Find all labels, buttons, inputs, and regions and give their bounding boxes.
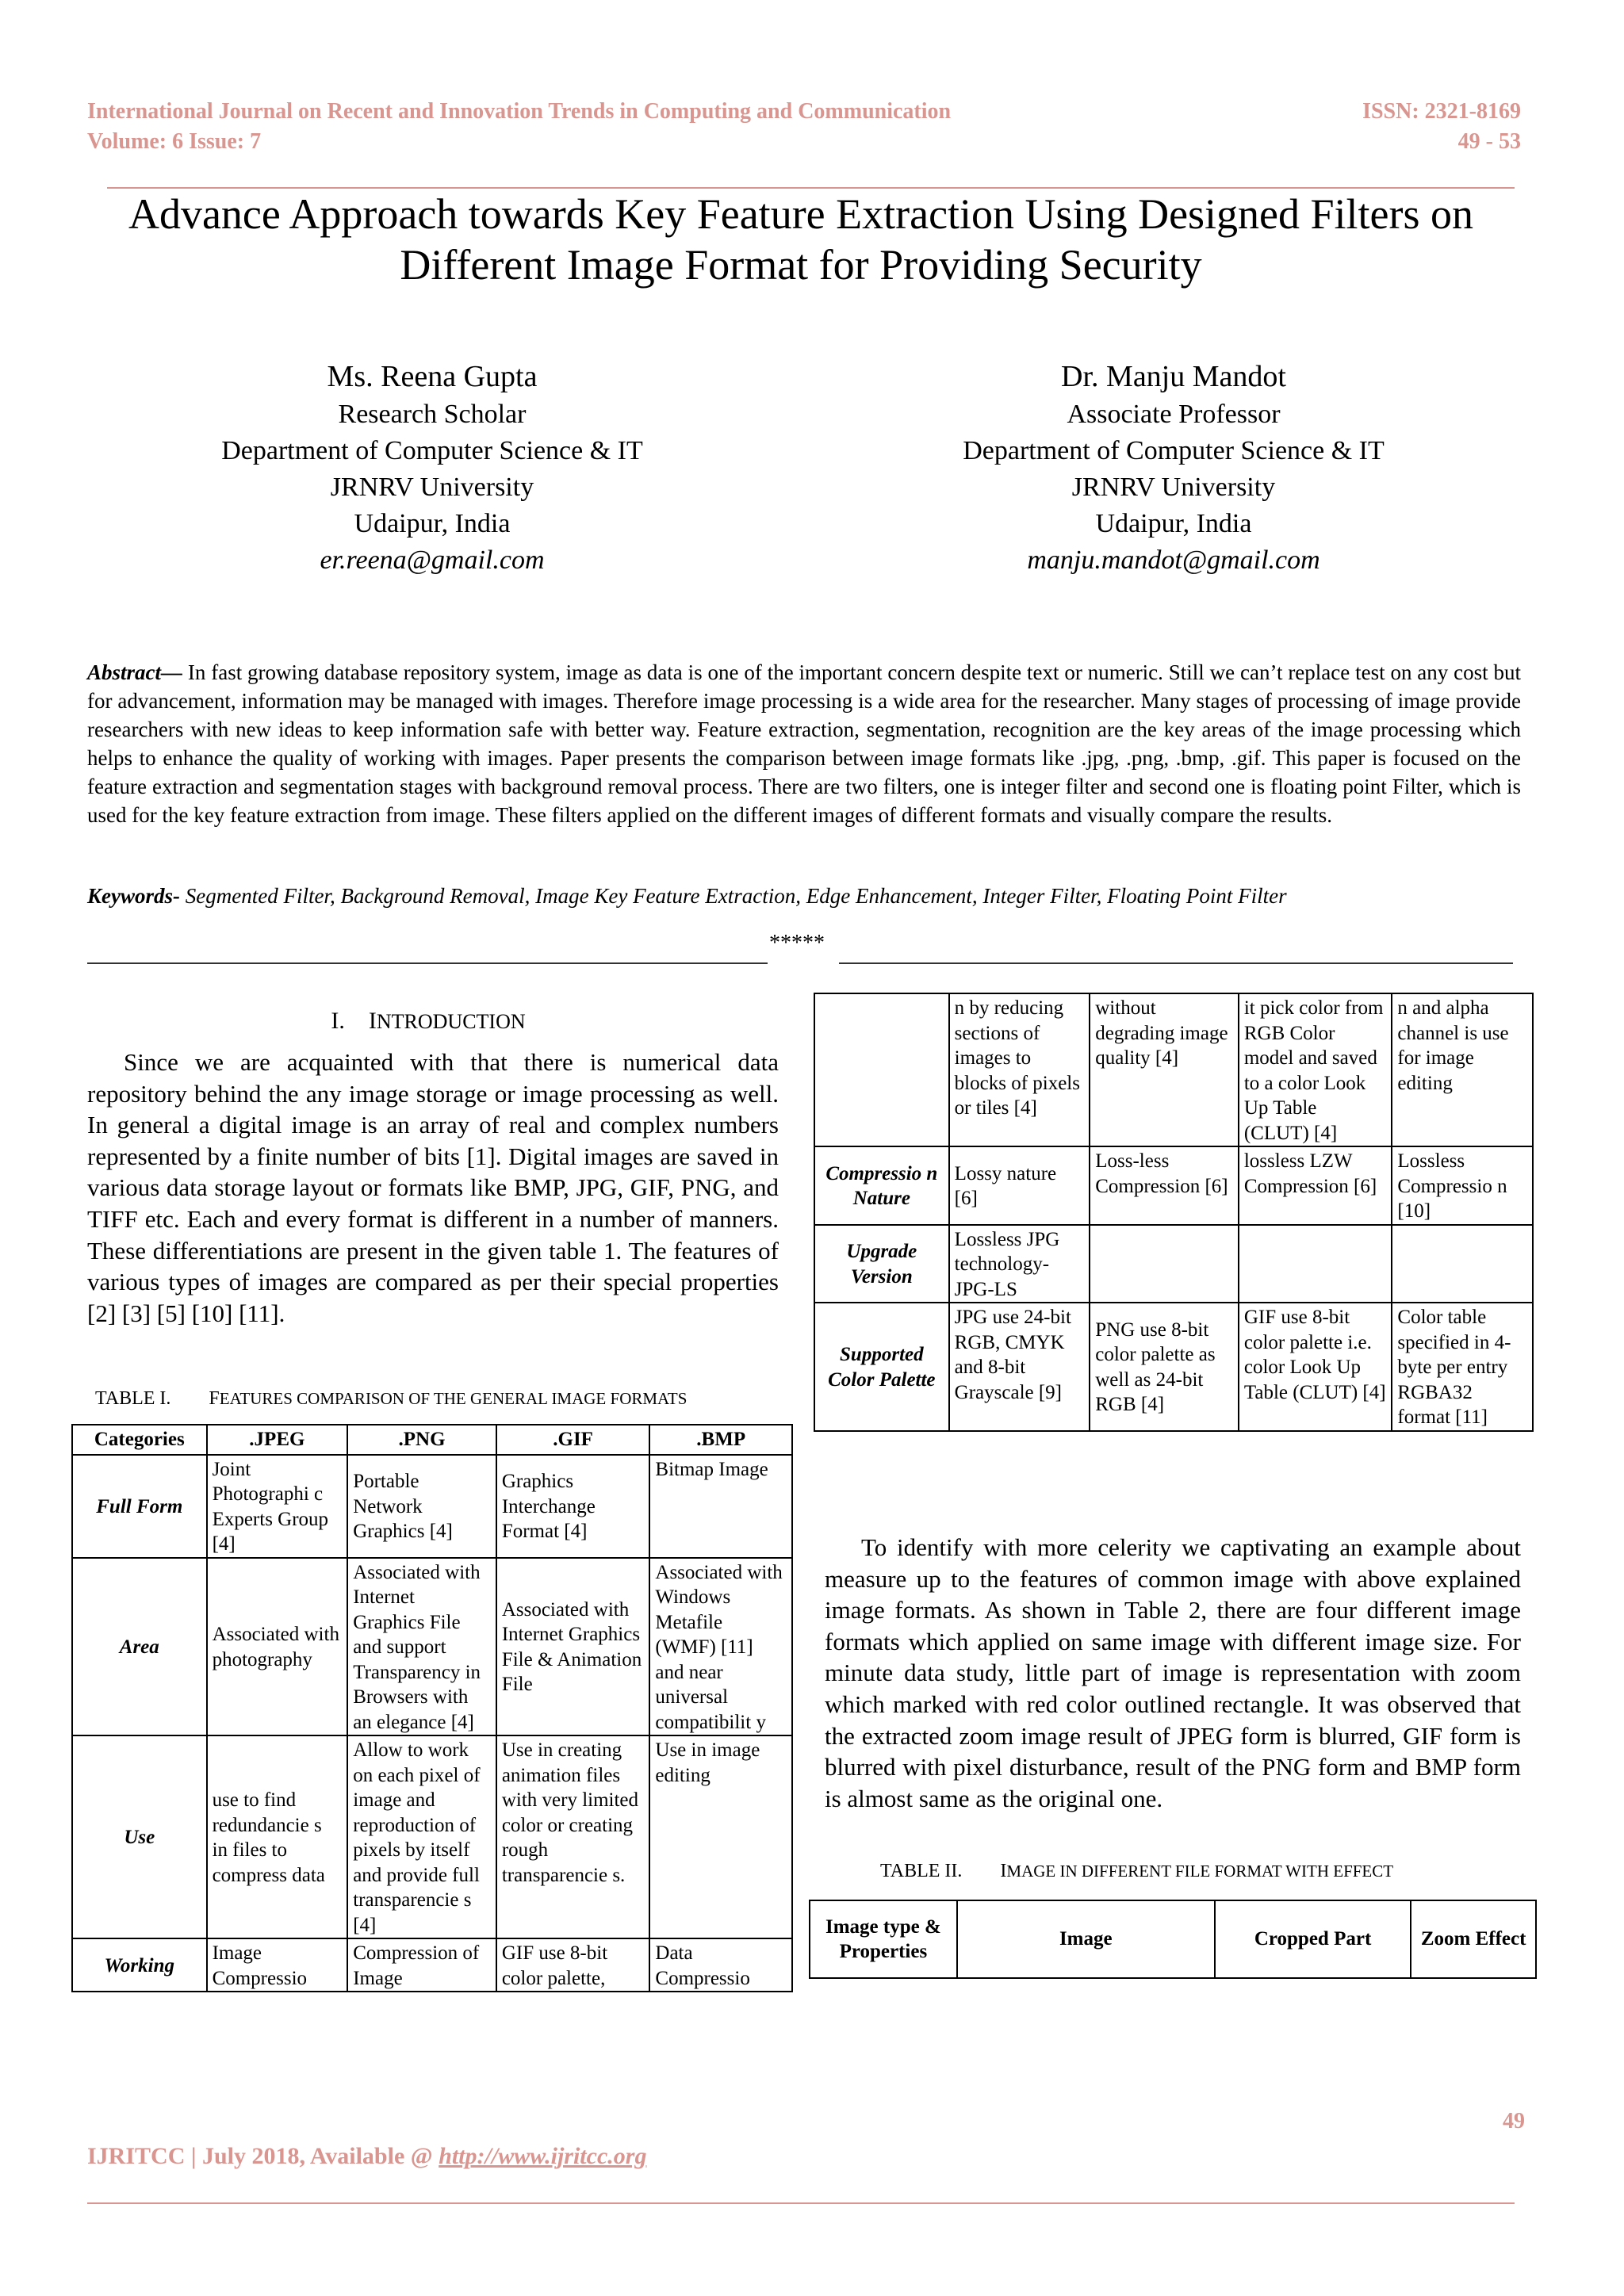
table2-label: TABLE II. bbox=[880, 1861, 963, 1881]
table-category bbox=[814, 993, 949, 1146]
table-cell: Loss-less Compression [6] bbox=[1090, 1146, 1239, 1225]
table-cell: use to find redundancie s in files to compress data bbox=[207, 1735, 348, 1938]
author-location: Udaipur, India bbox=[354, 509, 511, 538]
table2-caption-rest: MAGE IN DIFFERENT FILE FORMAT WITH EFFECT bbox=[1006, 1862, 1394, 1881]
table-cell: Use in creating animation files with very limited color or creating rough transparencie s. bbox=[496, 1735, 650, 1938]
table-cell: Compression of Image bbox=[347, 1938, 496, 1992]
table2-caption-first: I bbox=[1000, 1861, 1007, 1881]
table1-header: .GIF bbox=[496, 1425, 650, 1455]
section-title-first: I bbox=[368, 1008, 377, 1034]
table2-header: Cropped Part bbox=[1215, 1900, 1411, 1978]
table1-header-row bbox=[72, 1425, 792, 1455]
section-number: I. bbox=[331, 1008, 345, 1034]
abstract-text: In fast growing database repository system, image as data is one of the important concern despite text or numeric. Still we can’t replace test on any cost but for advancement, information may be managed with images. Therefore image processing is a wide area for the researcher. Many stages of processing of image provide researchers with new ideas to keep information safe with better way. Feature extraction, segmentation, recognition are the key areas of the image processing which helps to enhance the quality of working with images. Paper presents the comparison between image formats like .jpg, .png, .bmp, .gif. This paper is focused on the feature extraction and segmentation stages with background removal process. There are two filters, one is integer filter and second one is floating point Filter, which is used for the key feature extraction from image. These filters applied on the different images of different formats and visually compare the results. bbox=[87, 660, 1521, 827]
table-cell: it pick color from RGB Color model and saved to a color Look Up Table (CLUT) [4] bbox=[1239, 993, 1392, 1146]
footer-text: IJRITCC | July 2018, Available @ bbox=[87, 2143, 439, 2169]
issn-header bbox=[1362, 97, 1521, 157]
intro-paragraph bbox=[87, 1047, 779, 1329]
table-cell: GIF use 8-bit color palette i.e. color Look Up Table (CLUT) [4] bbox=[1239, 1303, 1392, 1431]
table-cell: n by reducing sections of images to blocks of pixels or tiles [4] bbox=[949, 993, 1090, 1146]
table-cell: Graphics Interchange Format [4] bbox=[496, 1455, 650, 1558]
comparison-paragraph-text: To identify with more celerity we captivating an example about measure up to the features of common image with above explained image formats. As shown in Table 2, there are four different image formats which applied on same image with different image size. For minute data study, little part of image is representation with zoom which marked with red color outlined rectangle. It was observed that the extracted zoom image result of JPEG form is blurred, GIF form is blurred with pixel disturbance, result of the PNG form and BMP form is almost same as the original one. bbox=[825, 1533, 1521, 1812]
table-cell: Lossy nature [6] bbox=[949, 1146, 1090, 1225]
table-cell: n and alpha channel is use for image editing bbox=[1392, 993, 1533, 1146]
table-cell: Color table specified in 4-byte per entry RGBA32 format [11] bbox=[1392, 1303, 1533, 1431]
journal-header bbox=[87, 97, 951, 157]
footer-link[interactable]: http://www.ijritcc.org bbox=[439, 2143, 647, 2169]
table-cell: without degrading image quality [4] bbox=[1090, 993, 1239, 1146]
table2-header-row bbox=[810, 1900, 1536, 1978]
footer bbox=[87, 2141, 646, 2172]
table-category: Full Form bbox=[72, 1455, 207, 1558]
table-row bbox=[814, 1303, 1533, 1431]
table-category: Upgrade Version bbox=[814, 1225, 949, 1303]
table-row bbox=[72, 1558, 792, 1736]
table1-header: .PNG bbox=[347, 1425, 496, 1455]
table-cell: Allow to work on each pixel of image and reproduction of pixels by itself and provide full transparencie s [4] bbox=[347, 1735, 496, 1938]
author-role: Research Scholar bbox=[338, 400, 527, 429]
section-heading-introduction bbox=[71, 1005, 785, 1038]
author-2 bbox=[872, 357, 1475, 579]
separator-stars: ***** bbox=[769, 931, 825, 955]
table-category: Use bbox=[72, 1735, 207, 1938]
table-row bbox=[72, 1735, 792, 1938]
comparison-paragraph bbox=[825, 1532, 1521, 1814]
page-number: 49 bbox=[1503, 2109, 1525, 2133]
table-row bbox=[814, 1225, 1533, 1303]
author-name: Ms. Reena Gupta bbox=[327, 360, 538, 393]
abstract-label: Abstract— bbox=[87, 660, 183, 684]
author-dept: Department of Computer Science & IT bbox=[221, 436, 643, 465]
abstract bbox=[87, 658, 1521, 829]
author-email[interactable]: manju.mandot@gmail.com bbox=[1027, 545, 1320, 575]
table-cell: GIF use 8-bit color palette, bbox=[496, 1938, 650, 1992]
table1 bbox=[71, 1424, 793, 1992]
table-row bbox=[72, 1938, 792, 1992]
author-email[interactable]: er.reena@gmail.com bbox=[320, 545, 545, 575]
table2-header: Image type & Properties bbox=[810, 1900, 957, 1978]
intro-paragraph-text: Since we are acquainted with that there is numerical data repository behind the any image storage or image processing as well. In general a digital image is an array of real and complex numbers represented by a finite number of bits [1]. Digital images are saved in various data storage layout or formats like BMP, JPG, GIF, PNG, and TIFF etc. Each and every format is different in a number of manners. These differentiations are present in the given table 1. The features of various types of images are compared as per their special properties [2] [3] [5] [10] [11]. bbox=[87, 1048, 779, 1327]
table1-header: .JPEG bbox=[207, 1425, 348, 1455]
table-cell: lossless LZW Compression [6] bbox=[1239, 1146, 1392, 1225]
author-name: Dr. Manju Mandot bbox=[1061, 360, 1286, 393]
table1-caption bbox=[95, 1386, 687, 1411]
table1-continued bbox=[814, 993, 1534, 1432]
table1-header: .BMP bbox=[649, 1425, 792, 1455]
keywords-text: Segmented Filter, Background Removal, Image Key Feature Extraction, Edge Enhancement, Integer Filter, Floating Point Filter bbox=[185, 884, 1287, 908]
author-dept: Department of Computer Science & IT bbox=[963, 436, 1385, 465]
table2-header: Image bbox=[957, 1900, 1215, 1978]
table2-header: Zoom Effect bbox=[1411, 1900, 1536, 1978]
table1-header: Categories bbox=[72, 1425, 207, 1455]
table-cell: Associated with photography bbox=[207, 1558, 348, 1736]
journal-name: International Journal on Recent and Innovation Trends in Computing and Communication bbox=[87, 99, 952, 124]
table-cell bbox=[1090, 1225, 1239, 1303]
table-cell: Data Compressio bbox=[649, 1938, 792, 1992]
author-univ: JRNRV University bbox=[330, 473, 534, 502]
author-location: Udaipur, India bbox=[1095, 509, 1252, 538]
table-cell: Use in image editing bbox=[649, 1735, 792, 1938]
table-row bbox=[814, 1146, 1533, 1225]
author-1 bbox=[131, 357, 733, 579]
table-cell: Joint Photographi c Experts Group [4] bbox=[207, 1455, 348, 1558]
table2-caption bbox=[880, 1858, 1393, 1884]
author-role: Associate Professor bbox=[1067, 400, 1281, 429]
table-category: Supported Color Palette bbox=[814, 1303, 949, 1431]
table2 bbox=[809, 1900, 1537, 1979]
table1-caption-first: F bbox=[209, 1388, 220, 1409]
table-category: Area bbox=[72, 1558, 207, 1736]
page-range: 49 - 53 bbox=[1457, 129, 1521, 154]
author-univ: JRNRV University bbox=[1071, 473, 1276, 502]
table-cell: PNG use 8-bit color palette as well as 24-bit RGB [4] bbox=[1090, 1303, 1239, 1431]
table-cell: Associated with Internet Graphics File and support Transparency in Browsers with an elegance [4] bbox=[347, 1558, 496, 1736]
keywords-label: Keywords- bbox=[87, 884, 180, 908]
table-cell: Portable Network Graphics [4] bbox=[347, 1455, 496, 1558]
table-category: Compressio n Nature bbox=[814, 1146, 949, 1225]
table1-caption-rest: EATURES COMPARISON OF THE GENERAL IMAGE FORMATS bbox=[219, 1389, 688, 1408]
separator-rule-right bbox=[839, 962, 1513, 964]
table-row bbox=[72, 1455, 792, 1558]
table-cell: Lossless Compressio n [10] bbox=[1392, 1146, 1533, 1225]
table-cell: Associated with Windows Metafile (WMF) [11] and near universal compatibilit y bbox=[649, 1558, 792, 1736]
keywords bbox=[87, 882, 1521, 910]
table-cell bbox=[1239, 1225, 1392, 1303]
separator-rule-left bbox=[87, 962, 768, 964]
footer-rule bbox=[87, 2202, 1515, 2204]
table1-label: TABLE I. bbox=[95, 1388, 171, 1409]
table-row bbox=[814, 993, 1533, 1146]
table-cell: Bitmap Image bbox=[649, 1455, 792, 1558]
journal-volume: Volume: 6 Issue: 7 bbox=[87, 129, 262, 154]
table-cell: JPG use 24-bit RGB, CMYK and 8-bit Grayscale [9] bbox=[949, 1303, 1090, 1431]
table-cell: Associated with Internet Graphics File & Animation File bbox=[496, 1558, 650, 1736]
table-cell: Lossless JPG technology-JPG-LS bbox=[949, 1225, 1090, 1303]
paper-title: Advance Approach towards Key Feature Extraction Using Designed Filters on Different Image Format for Providing Security bbox=[128, 190, 1474, 289]
table-cell: Image Compressio bbox=[207, 1938, 348, 1992]
issn: ISSN: 2321-8169 bbox=[1362, 99, 1521, 124]
table-cell bbox=[1392, 1225, 1533, 1303]
table-category: Working bbox=[72, 1938, 207, 1992]
section-title-rest: NTRODUCTION bbox=[376, 1010, 526, 1033]
